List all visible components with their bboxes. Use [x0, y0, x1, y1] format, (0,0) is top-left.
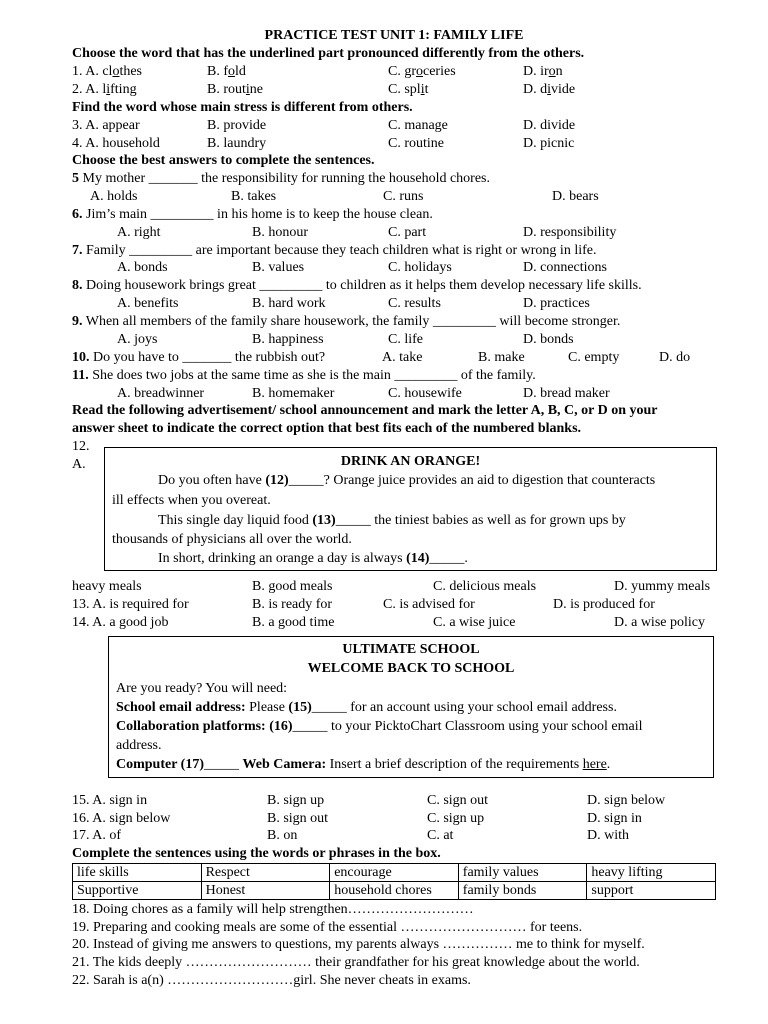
q3-option-c: C. manage — [388, 118, 448, 133]
q8-option-d: D. practices — [523, 296, 590, 311]
q3-option-d: D. divide — [523, 118, 576, 133]
question-15-options — [72, 792, 722, 810]
q3-option-b: B. provide — [207, 118, 267, 133]
page-title: PRACTICE TEST UNIT 1: FAMILY LIFE — [264, 28, 524, 43]
question-8-options — [72, 295, 672, 313]
q1-option-b: B. fold — [207, 64, 246, 79]
question-12-option-a-label: A. — [72, 457, 86, 472]
section-best-answers-heading: Choose the best answers to complete the sentences. — [72, 153, 375, 168]
q4-option-c: C. routine — [388, 136, 444, 151]
q16-option-c: C. sign up — [427, 811, 485, 826]
question-13-options — [72, 596, 722, 614]
q12-option-a: heavy meals — [72, 579, 142, 594]
q1-option-a: 1. A. clothes — [72, 64, 143, 79]
q12-option-c: C. delicious meals — [433, 579, 537, 594]
q12-option-d: D. yummy meals — [614, 579, 711, 594]
q9-option-c: C. life — [388, 332, 423, 347]
q7-option-c: C. holidays — [388, 260, 452, 275]
q10-option-d: D. do — [659, 350, 691, 365]
q2-option-c: C. split — [388, 82, 429, 97]
announcement-computer-line: Computer (17)_____ Web Camera: Insert a brief description of the requirements here. — [116, 757, 611, 772]
advertisement-paragraph-3: In short, drinking an orange a day is always (14)_____. — [158, 551, 468, 566]
q11-option-a: A. breadwinner — [117, 386, 205, 401]
q13-option-c: C. is advised for — [383, 597, 475, 612]
announcement-subtitle: WELCOME BACK TO SCHOOL — [307, 661, 515, 676]
q13-option-b: B. is ready for — [252, 597, 333, 612]
q5-option-b: B. takes — [231, 189, 277, 204]
q3-option-a: 3. A. appear — [72, 118, 140, 133]
q6-option-a: A. right — [117, 225, 161, 240]
sentence-19: 19. Preparing and cooking meals are some of the essential ……………………… for teens. — [72, 920, 583, 935]
q17-option-a: 17. A. of — [72, 828, 121, 843]
q6-option-b: B. honour — [252, 225, 308, 240]
sentence-21: 21. The kids deeply ……………………… their grandfather for his great knowledge about the world. — [72, 955, 640, 970]
here-link[interactable]: here — [582, 757, 607, 772]
q7-option-a: A. bonds — [117, 260, 168, 275]
section-pronunciation-heading: Choose the word that has the underlined part pronounced differently from the others. — [72, 46, 585, 61]
q6-option-c: C. part — [388, 225, 427, 240]
question-5-stem: 5 My mother _______ the responsibility for running the household chores. — [72, 171, 490, 186]
question-12-options — [72, 578, 722, 596]
sentence-20: 20. Instead of giving me answers to questions, my parents always …………… me to think for myself. — [72, 937, 645, 952]
q15-option-d: D. sign below — [587, 793, 666, 808]
question-8-stem: 8. Doing housework brings great _________ to children as it helps them develop necessary life skills. — [72, 278, 642, 293]
question-14-options — [72, 614, 722, 632]
announcement-collaboration-cont: address. — [116, 738, 162, 753]
q7-option-b: B. values — [252, 260, 305, 275]
q5-option-a: A. holds — [90, 189, 138, 204]
section-reading-heading-line1: Read the following advertisement/ school announcement and mark the letter A, B, C, or D on your — [72, 403, 658, 418]
section-reading-heading-line2: answer sheet to indicate the correct option that best fits each of the numbered blanks. — [72, 421, 582, 436]
q11-option-b: B. homemaker — [252, 386, 335, 401]
q2-option-d: D. divide — [523, 82, 576, 97]
word-box-table — [72, 863, 716, 900]
question-7-options — [72, 259, 672, 277]
announcement-collaboration-line: Collaboration platforms: (16)_____ to your PicktoChart Classroom using your school email — [116, 719, 643, 734]
question-16-options — [72, 810, 722, 828]
q16-option-a: 16. A. sign below — [72, 811, 171, 826]
word-box-cell: heavy lifting — [587, 864, 716, 882]
sentence-18: 18. Doing chores as a family will help strengthen……………………… — [72, 902, 474, 917]
question-7-stem: 7. Family _________ are important because they teach children what is right or wrong in life. — [72, 243, 597, 258]
word-box-cell: support — [587, 882, 716, 900]
section-word-box-heading: Complete the sentences using the words or phrases in the box. — [72, 846, 441, 861]
question-11-stem: 11. She does two jobs at the same time as she is the main _________ of the family. — [72, 368, 536, 383]
q6-option-d: D. responsibility — [523, 225, 617, 240]
question-17-options — [72, 827, 722, 845]
q9-option-d: D. bonds — [523, 332, 574, 347]
question-10 — [72, 349, 712, 367]
q2-option-b: B. routine — [207, 82, 263, 97]
q5-option-d: D. bears — [552, 189, 599, 204]
word-box-cell: family bonds — [458, 882, 587, 900]
q17-option-c: C. at — [427, 828, 454, 843]
q8-option-b: B. hard work — [252, 296, 326, 311]
q4-option-d: D. picnic — [523, 136, 575, 151]
advertisement-title: DRINK AN ORANGE! — [340, 454, 481, 469]
q13-option-a: 13. A. is required for — [72, 597, 189, 612]
word-box-row — [73, 882, 716, 900]
q8-option-a: A. benefits — [117, 296, 179, 311]
question-1 — [72, 63, 722, 81]
announcement-intro: Are you ready? You will need: — [116, 681, 288, 696]
question-10-stem: 10. Do you have to _______ the rubbish out? — [72, 350, 326, 365]
q15-option-a: 15. A. sign in — [72, 793, 148, 808]
q16-option-d: D. sign in — [587, 811, 642, 826]
advertisement-paragraph-2-cont: thousands of physicians all over the world. — [112, 532, 352, 547]
q14-option-a: 14. A. a good job — [72, 615, 169, 630]
section-stress-heading: Find the word whose main stress is different from others. — [72, 100, 413, 115]
q7-option-d: D. connections — [523, 260, 607, 275]
question-2 — [72, 81, 722, 99]
word-box-cell: family values — [458, 864, 587, 882]
school-announcement-box — [108, 636, 714, 778]
q17-option-d: D. with — [587, 828, 629, 843]
q17-option-b: B. on — [267, 828, 298, 843]
q1-option-d: D. iron — [523, 64, 563, 79]
advertisement-paragraph-1: Do you often have (12)_____? Orange juice provides an aid to digestion that counteracts — [158, 473, 656, 488]
question-5-options — [72, 188, 672, 206]
question-9-options — [72, 331, 672, 349]
word-box-cell: household chores — [330, 882, 459, 900]
q4-option-b: B. laundry — [207, 136, 267, 151]
advertisement-box — [104, 447, 717, 571]
q10-option-b: B. make — [478, 350, 525, 365]
announcement-email-line: School email address: Please (15)_____ for an account using your school email address. — [116, 700, 617, 715]
q16-option-b: B. sign out — [267, 811, 329, 826]
q11-option-d: D. bread maker — [523, 386, 610, 401]
q10-option-c: C. empty — [568, 350, 620, 365]
q9-option-a: A. joys — [117, 332, 158, 347]
word-box-cell: Honest — [201, 882, 330, 900]
q8-option-c: C. results — [388, 296, 441, 311]
word-box-cell: encourage — [330, 864, 459, 882]
q9-option-b: B. happiness — [252, 332, 324, 347]
q4-option-a: 4. A. household — [72, 136, 160, 151]
q15-option-b: B. sign up — [267, 793, 325, 808]
question-12-number: 12. — [72, 439, 90, 454]
advertisement-paragraph-2: This single day liquid food (13)_____ the tiniest babies as well as for grown ups by — [158, 513, 626, 528]
advertisement-paragraph-1-cont: ill effects when you overeat. — [112, 493, 271, 508]
q1-option-c: C. groceries — [388, 64, 456, 79]
word-box-cell: Respect — [201, 864, 330, 882]
q13-option-d: D. is produced for — [553, 597, 655, 612]
question-9-stem: 9. When all members of the family share housework, the family _________ will become stronger. — [72, 314, 621, 329]
question-6-options — [72, 224, 672, 242]
q14-option-d: D. a wise policy — [614, 615, 705, 630]
q12-option-b: B. good meals — [252, 579, 333, 594]
question-4 — [72, 135, 722, 153]
announcement-title: ULTIMATE SCHOOL — [342, 642, 480, 657]
q11-option-c: C. housewife — [388, 386, 462, 401]
word-box-cell: life skills — [73, 864, 202, 882]
question-11-options — [72, 385, 672, 403]
word-box-row — [73, 864, 716, 882]
sentence-22: 22. Sarah is a(n) ………………………girl. She never cheats in exams. — [72, 973, 471, 988]
q10-option-a: A. take — [382, 350, 423, 365]
q2-option-a: 2. A. lifting — [72, 82, 137, 97]
question-6-stem: 6. Jim’s main _________ in his home is to keep the house clean. — [72, 207, 433, 222]
q15-option-c: C. sign out — [427, 793, 489, 808]
q14-option-b: B. a good time — [252, 615, 335, 630]
word-box-cell: Supportive — [73, 882, 202, 900]
q14-option-c: C. a wise juice — [433, 615, 516, 630]
question-3 — [72, 117, 722, 135]
q5-option-c: C. runs — [383, 189, 424, 204]
